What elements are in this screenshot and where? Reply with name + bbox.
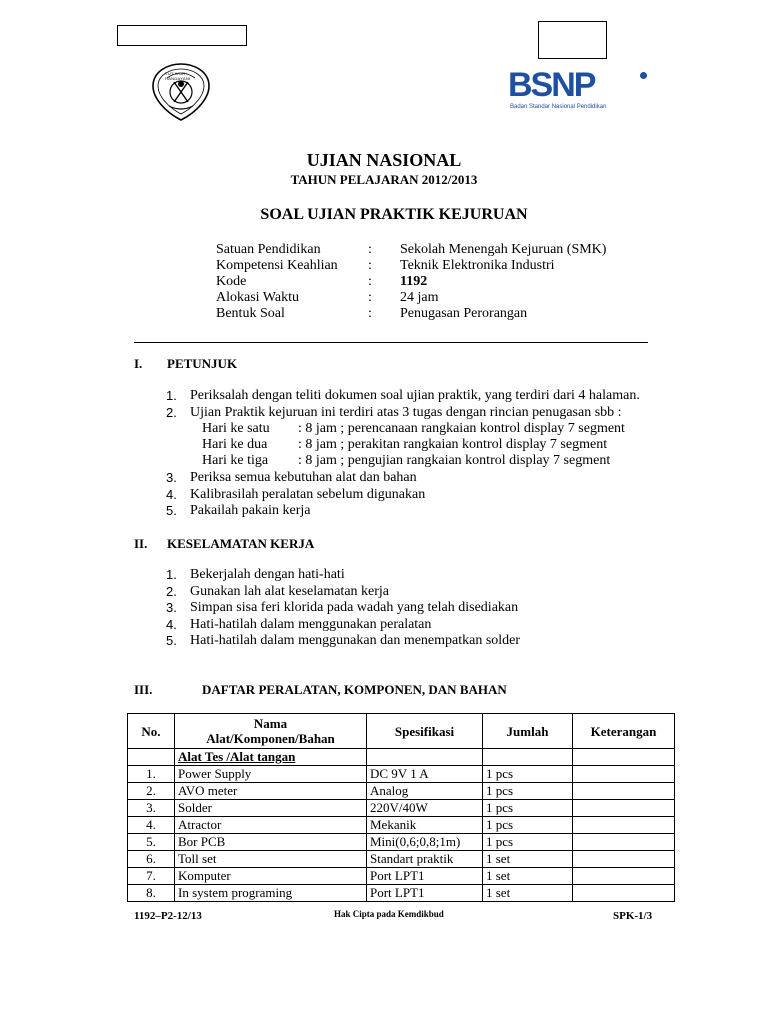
day-desc: : 8 jam ; perencanaan rangkaian kontrol display 7 segment (298, 421, 625, 436)
list-number: 5. (166, 633, 177, 648)
header-jumlah: Jumlah (483, 714, 573, 749)
info-label: Bentuk Soal (216, 306, 285, 321)
list-number: 4. (166, 616, 177, 632)
cell-spek: DC 9V 1 A (367, 766, 483, 783)
header-box-right (538, 21, 607, 59)
cell-nama: Bor PCB (175, 834, 367, 851)
bsnp-dot-icon (640, 72, 647, 79)
cell-spek: Mini(0,6;0,8;1m) (367, 834, 483, 851)
list-text: Bekerjalah dengan hati-hati (190, 567, 345, 582)
cell-no: 8. (128, 885, 175, 902)
table-row (128, 783, 675, 800)
cell-jumlah: 1 pcs (483, 800, 573, 817)
info-colon: : (368, 242, 372, 257)
info-label: Alokasi Waktu (216, 290, 299, 305)
cell-nama: Toll set (175, 851, 367, 868)
list-text: Pakailah pakain kerja (190, 503, 311, 518)
table-cell (483, 749, 573, 766)
list-text: Ujian Praktik kejuruan ini terdiri atas 3 tugas dengan rincian penugasan sbb : (190, 404, 622, 420)
list-number: 2. (166, 404, 177, 420)
list-number: 3. (166, 600, 177, 615)
cell-no: 1. (128, 766, 175, 783)
list-number: 5. (166, 503, 177, 518)
cell-nama: Solder (175, 800, 367, 817)
logo-left-text: TUT WURI HANDAYANI (165, 71, 191, 81)
cell-ket (573, 766, 675, 783)
list-number: 2. (166, 583, 177, 599)
cell-ket (573, 783, 675, 800)
cell-nama: Power Supply (175, 766, 367, 783)
table-cell (367, 749, 483, 766)
info-colon: : (368, 306, 372, 321)
header-no: No. (128, 714, 175, 749)
tut-wuri-handayani-logo (149, 62, 213, 122)
list-number: 1. (166, 388, 177, 403)
table-group-row (128, 749, 675, 766)
cell-no: 4. (128, 817, 175, 834)
header-keterangan: Keterangan (573, 714, 675, 749)
cell-no: 7. (128, 868, 175, 885)
section-3-number: III. (134, 682, 153, 697)
info-value: 1192 (400, 274, 428, 289)
list-text: Simpan sisa feri klorida pada wadah yang telah disediakan (190, 600, 519, 615)
cell-no: 5. (128, 834, 175, 851)
header-spesifikasi: Spesifikasi (367, 714, 483, 749)
cell-ket (573, 817, 675, 834)
cell-spek: 220V/40W (367, 800, 483, 817)
info-label: Satuan Pendidikan (216, 242, 321, 257)
info-colon: : (368, 290, 372, 305)
list-text: Hati-hatilah dalam menggunakan dan menempatkan solder (190, 633, 521, 648)
cell-jumlah: 1 pcs (483, 817, 573, 834)
table-row (128, 766, 675, 783)
bsnp-subtitle: Badan Standar Nasional Pendidikan (510, 104, 607, 110)
section-2-title: KESELAMATAN KERJA (167, 536, 315, 551)
cell-nama: AVO meter (175, 783, 367, 800)
year-title: TAHUN PELAJARAN 2012/2013 (290, 172, 478, 187)
table-row (128, 868, 675, 885)
info-value: Penugasan Perorangan (400, 306, 528, 321)
cell-no: 3. (128, 800, 175, 817)
cell-spek: Standart praktik (367, 851, 483, 868)
section-1-number: I. (134, 356, 143, 371)
header-box-left (117, 25, 247, 46)
cell-spek: Port LPT1 (367, 868, 483, 885)
table-header-row (128, 714, 675, 749)
bsnp-logo (508, 66, 648, 114)
cell-spek: Mekanik (367, 817, 483, 834)
list-text: Gunakan lah alat keselamatan kerja (190, 583, 390, 599)
info-value: Teknik Elektronika Industri (400, 258, 555, 273)
cell-jumlah: 1 set (483, 885, 573, 902)
main-title: UJIAN NASIONAL (306, 150, 462, 170)
cell-nama: Atractor (175, 817, 367, 834)
cell-jumlah: 1 pcs (483, 766, 573, 783)
cell-ket (573, 851, 675, 868)
list-number: 4. (166, 486, 177, 502)
list-text: Periksa semua kebutuhan alat dan bahan (190, 470, 417, 485)
footer-page: SPK-1/3 (613, 910, 653, 922)
header-nama-line2: Alat/Komponen/Bahan (206, 731, 335, 746)
table-row (128, 851, 675, 868)
table-group-label: Alat Tes /Alat tangan (175, 749, 367, 766)
day-label: Hari ke dua (202, 437, 268, 452)
list-text: Periksalah dengan teliti dokumen soal ujian praktik, yang terdiri dari 4 halaman. (190, 388, 640, 403)
cell-ket (573, 834, 675, 851)
day-label: Hari ke satu (202, 421, 270, 436)
list-number: 1. (166, 567, 177, 582)
table-row (128, 885, 675, 902)
info-value: 24 jam (400, 290, 439, 305)
header-nama-line1: Nama (253, 716, 288, 731)
info-value: Sekolah Menengah Kejuruan (SMK) (400, 242, 607, 257)
divider (134, 342, 648, 343)
section-3-title: DAFTAR PERALATAN, KOMPONEN, DAN BAHAN (202, 682, 507, 697)
footer-code: 1192–P2-12/13 (134, 910, 202, 922)
info-label: Kompetensi Keahlian (216, 258, 338, 273)
cell-jumlah: 1 pcs (483, 783, 573, 800)
header-nama (175, 714, 367, 749)
list-text: Kalibrasilah peralatan sebelum digunakan (190, 486, 426, 502)
cell-ket (573, 885, 675, 902)
list-text: Hati-hatilah dalam menggunakan peralatan (190, 616, 432, 632)
cell-spek: Analog (367, 783, 483, 800)
table-cell (573, 749, 675, 766)
cell-jumlah: 1 set (483, 851, 573, 868)
cell-jumlah: 1 set (483, 868, 573, 885)
section-2-number: II. (134, 536, 148, 551)
cell-nama: In system programing (175, 885, 367, 902)
subject-title: SOAL UJIAN PRAKTIK KEJURUAN (260, 206, 528, 223)
cell-spek: Port LPT1 (367, 885, 483, 902)
cell-nama: Komputer (175, 868, 367, 885)
info-colon: : (368, 258, 372, 273)
info-colon: : (368, 274, 372, 289)
table-row (128, 817, 675, 834)
section-1-title: PETUNJUK (167, 356, 238, 371)
equipment-table (127, 713, 675, 902)
list-number: 3. (166, 470, 177, 485)
cell-ket (573, 800, 675, 817)
day-desc: : 8 jam ; perakitan rangkaian kontrol display 7 segment (298, 437, 608, 452)
bsnp-logo-text: BSNP (508, 66, 595, 104)
footer-copyright: Hak Cipta pada Kemdikbud (334, 909, 444, 919)
cell-no: 2. (128, 783, 175, 800)
day-desc: : 8 jam ; pengujian rangkaian kontrol display 7 segment (298, 453, 611, 468)
info-label: Kode (216, 274, 247, 289)
table-cell (128, 749, 175, 766)
day-label: Hari ke tiga (202, 453, 269, 468)
table-row (128, 800, 675, 817)
cell-ket (573, 868, 675, 885)
cell-no: 6. (128, 851, 175, 868)
table-row (128, 834, 675, 851)
cell-jumlah: 1 pcs (483, 834, 573, 851)
